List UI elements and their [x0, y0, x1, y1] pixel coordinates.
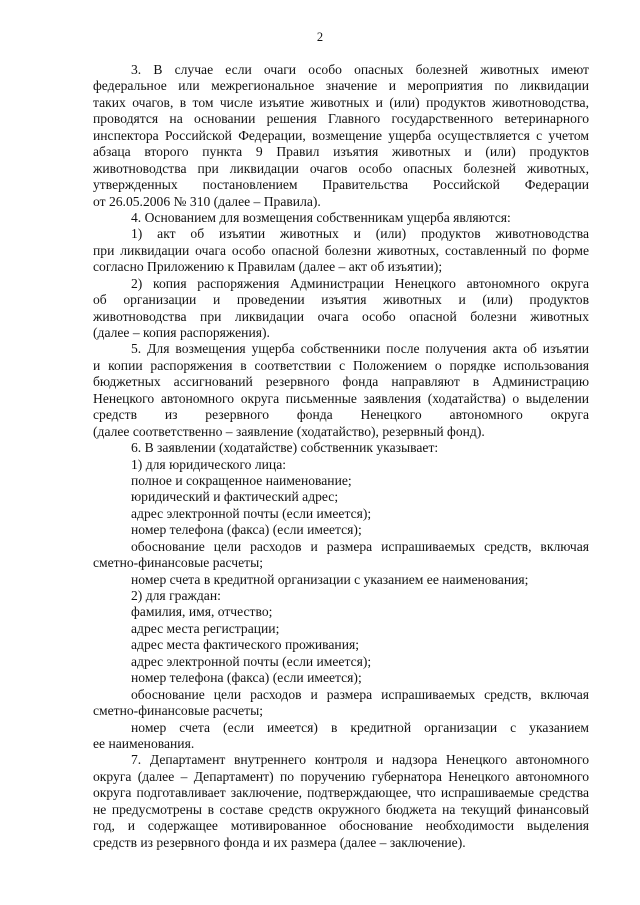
text-line: номер счета в кредитной организации с указанием ее наименования;: [131, 571, 529, 587]
text-line: федеральное или межрегиональное значение и мероприятия по ликвидации: [93, 78, 589, 94]
text-line: бюджетных ассигнований резервного фонда направляют в Администрацию: [93, 374, 589, 390]
text-line: таких очагов, в том числе изъятие животных и (или) продуктов животноводства,: [93, 94, 589, 110]
text-line: 3. В случае если очаги особо опасных болезней животных имеют: [131, 62, 589, 77]
text-line: номер счета (если имеется) в кредитной организации с указанием: [131, 719, 589, 735]
text-line: от 26.05.2006 № 310 (далее – Правила).: [93, 193, 321, 209]
text-line: не предусмотрены в составе средств окружного бюджета на текущий финансовый: [93, 801, 589, 817]
text-line: полное и сокращенное наименование;: [131, 472, 352, 488]
text-line: 6. В заявлении (ходатайстве) собственник указывает:: [131, 440, 439, 456]
text-line: сметно-финансовые расчеты;: [93, 703, 264, 719]
text-line: адрес электронной почты (если имеется);: [131, 505, 372, 521]
text-line: и копии распоряжения в соответствии с Положением о порядке использования: [93, 357, 589, 373]
text-line: согласно Приложению к Правилам (далее – акт об изъятии);: [93, 259, 443, 275]
text-line: округа (далее – Департамент) по поручению губернатора Ненецкого автономного: [93, 768, 589, 784]
text-line: средств из резервного фонда Ненецкого автономного округа: [93, 407, 589, 423]
text-line: об организации и проведении изъятия животных и (или) продуктов: [93, 292, 589, 308]
text-line: 1) акт об изъятии животных и (или) продуктов животноводства: [131, 226, 589, 242]
text-line: абзаца второго пункта 9 Правил изъятия животных и (или) продуктов: [93, 144, 589, 160]
text-line: сметно-финансовые расчеты;: [93, 555, 264, 571]
text-line: номер телефона (факса) (если имеется);: [131, 670, 362, 686]
text-line: обоснование цели расходов и размера испрашиваемых средств, включая: [131, 686, 589, 702]
text-line: Ненецкого автономного округа письменные заявления (ходатайства) о выделении: [93, 390, 589, 406]
text-line: адрес электронной почты (если имеется);: [131, 653, 372, 669]
text-line: адрес места фактического проживания;: [131, 637, 360, 653]
text-line: округа подготавливает заключение, подтверждающее, что испрашиваемые средства: [93, 785, 589, 801]
text-line: год, и содержащее мотивированное обоснование необходимости выделения: [93, 818, 589, 834]
text-line: (далее – копия распоряжения).: [93, 325, 270, 340]
text-line: утвержденных постановлением Правительства Российской Федерации: [93, 177, 589, 193]
text-line: средств из резервного фонда и их размера (далее – заключение).: [93, 834, 466, 850]
text-line: обоснование цели расходов и размера испрашиваемых средств, включая: [131, 538, 589, 554]
text-line: 4. Основанием для возмещения собственникам ущерба являются:: [131, 209, 511, 225]
page-number: 2: [316, 30, 324, 44]
text-line: животноводства при ликвидации очагов особо опасных болезней животных,: [93, 160, 589, 176]
document-body: [93, 62, 589, 851]
text-line: адрес места регистрации;: [131, 620, 280, 636]
text-line: номер телефона (факса) (если имеется);: [131, 522, 362, 538]
text-line: 7. Департамент внутреннего контроля и надзора Ненецкого автономного: [131, 752, 589, 768]
text-line: 5. Для возмещения ущерба собственники после получения акта об изъятии: [131, 341, 589, 357]
text-line: 2) для граждан:: [131, 588, 221, 603]
text-line: при ликвидации очага особо опасной болезни животных, составленный по форме: [93, 242, 589, 258]
text-line: (далее соответственно – заявление (ходатайство), резервный фонд).: [93, 423, 485, 439]
text-line: ее наименования.: [93, 735, 195, 751]
text-line: инспектора Российской Федерации, возмещение ущерба осуществляется с учетом: [93, 127, 589, 143]
text-line: проводятся на основании решения Главного государственного ветеринарного: [93, 111, 589, 127]
text-line: юридический и фактический адрес;: [131, 489, 339, 505]
text-line: животноводства при ликвидации очага особо опасной болезни животных: [93, 308, 589, 324]
text-line: 1) для юридического лица:: [131, 456, 287, 472]
text-line: 2) копия распоряжения Администрации Ненецкого автономного округа: [131, 275, 589, 291]
text-line: фамилия, имя, отчество;: [131, 604, 273, 620]
